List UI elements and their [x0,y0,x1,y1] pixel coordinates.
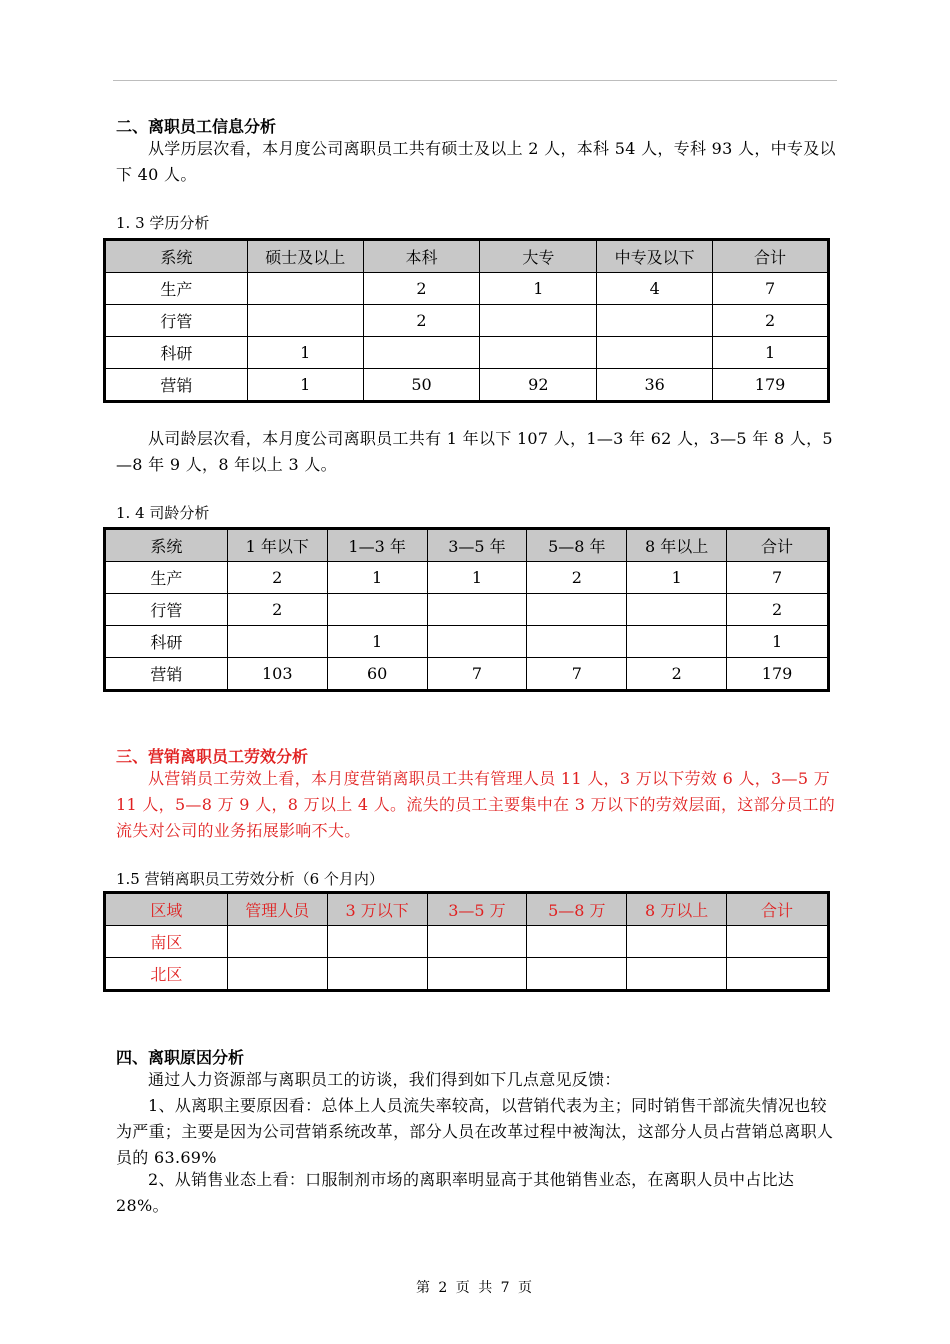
column-header: 硕士及以上 [247,241,363,273]
table-cell [480,337,597,369]
column-header: 3—5 万 [427,894,527,926]
table-cell: 2 [363,305,480,337]
table-cell [527,626,627,658]
reason-1-paragraph: 1、从离职主要原因看：总体上人员流失率较高，以营销代表为主；同时销售干部流失情况也较为严重；主要是因为公司营销系统改革，部分人员在改革过程中被淘汰，这部分人员占营销总离职人员的 63.69% [116,1096,834,1167]
table-cell [327,958,427,990]
page-footer: 第 2 页 共 7 页 [415,1280,535,1296]
row-label: 科研 [106,626,228,658]
table-row [106,594,828,626]
row-label: 营销 [106,369,248,401]
table-row [106,305,828,337]
table-cell [427,626,527,658]
table-row [106,369,828,401]
column-header: 3 万以下 [327,894,427,926]
column-header: 1—3 年 [327,530,427,562]
table-cell: 2 [713,305,828,337]
header-row [106,894,828,926]
table-cell [327,926,427,958]
header-row [106,241,828,273]
column-header: 本科 [363,241,480,273]
table-row [106,926,828,958]
table-cell: 2 [727,594,828,626]
table-cell: 2 [227,562,327,594]
column-header: 大专 [480,241,597,273]
reasons-intro-paragraph: 通过人力资源部与离职员工的访谈，我们得到如下几点意见反馈： [148,1070,621,1089]
table-cell: 2 [363,273,480,305]
column-header: 管理人员 [227,894,327,926]
table-row [106,337,828,369]
table-cell [427,926,527,958]
tenure-paragraph: 从司龄层次看，本月度公司离职员工共有 1 年以下 107 人，1—3 年 62 人，3—5 年 8 人，5—8 年 9 人，8 年以上 3 人。 [116,429,833,474]
education-table [105,240,828,401]
table-cell: 1 [247,369,363,401]
column-header: 1 年以下 [227,530,327,562]
table-cell [247,305,363,337]
table-row [106,658,828,690]
table-row [106,626,828,658]
table-cell: 92 [480,369,597,401]
column-header: 区域 [106,894,228,926]
row-label: 行管 [106,594,228,626]
table-cell: 7 [427,658,527,690]
table-cell [727,958,828,990]
table-cell: 103 [227,658,327,690]
table-cell: 179 [713,369,828,401]
table-cell [227,926,327,958]
table-cell [227,626,327,658]
table-cell: 1 [480,273,597,305]
row-label: 生产 [106,562,228,594]
education-table-caption: 1. 3 学历分析 [116,214,210,232]
table-cell: 1 [247,337,363,369]
row-label: 行管 [106,305,248,337]
table-cell [427,958,527,990]
table-cell: 7 [713,273,828,305]
column-header: 合计 [727,894,828,926]
table-cell: 4 [597,273,713,305]
sales-efficiency-table-caption: 1.5 营销离职员工劳效分析（6 个月内） [116,870,384,888]
table-cell [527,594,627,626]
table-cell [527,926,627,958]
section-3-heading: 三、营销离职员工劳效分析 [116,747,309,766]
tenure-table-caption: 1. 4 司龄分析 [116,504,210,522]
table-cell [247,273,363,305]
table-cell: 7 [527,658,627,690]
section-2-heading: 二、离职员工信息分析 [116,117,277,136]
table-cell [597,337,713,369]
table-cell [363,337,480,369]
table-row [106,958,828,990]
table-cell: 2 [527,562,627,594]
education-paragraph: 从学历层次看，本月度公司离职员工共有硕士及以上 2 人，本科 54 人，专科 93 人，中专及以下 40 人。 [116,139,836,184]
column-header: 合计 [713,241,828,273]
table-cell: 1 [713,337,828,369]
table-cell: 1 [427,562,527,594]
table-cell: 2 [627,658,727,690]
table-cell [627,958,727,990]
table-cell: 36 [597,369,713,401]
table-cell [597,305,713,337]
table-cell [480,305,597,337]
table-cell: 50 [363,369,480,401]
column-header: 8 年以上 [627,530,727,562]
sales-efficiency-paragraph: 从营销员工劳效上看，本月度营销离职员工共有管理人员 11 人，3 万以下劳效 6 人，3—5 万 11 人，5—8 万 9 人，8 万以上 4 人。流失的员工主要集中在 3 万以下的劳效层面，这部分员工的流失对公司的业务拓展影响不大。 [116,769,836,840]
table-cell: 2 [227,594,327,626]
table-cell: 60 [327,658,427,690]
row-label: 科研 [106,337,248,369]
row-label: 南区 [106,926,228,958]
row-label: 营销 [106,658,228,690]
row-label: 北区 [106,958,228,990]
table-cell [527,958,627,990]
table-cell: 1 [627,562,727,594]
table-row [106,562,828,594]
table-cell: 7 [727,562,828,594]
column-header: 5—8 年 [527,530,627,562]
tenure-table [105,529,828,690]
table-cell [727,926,828,958]
table-cell: 1 [327,562,427,594]
table-cell [227,958,327,990]
table-cell [627,626,727,658]
column-header: 5—8 万 [527,894,627,926]
column-header: 合计 [727,530,828,562]
table-cell [627,926,727,958]
table-cell [327,594,427,626]
column-header: 系统 [106,241,248,273]
table-cell [627,594,727,626]
header-row [106,530,828,562]
row-label: 生产 [106,273,248,305]
table-cell: 1 [327,626,427,658]
column-header: 8 万以上 [627,894,727,926]
sales-efficiency-table [105,893,828,990]
table-cell: 1 [727,626,828,658]
section-4-heading: 四、离职原因分析 [116,1048,245,1067]
table-cell [427,594,527,626]
column-header: 系统 [106,530,228,562]
column-header: 中专及以下 [597,241,713,273]
table-row [106,273,828,305]
header-rule [113,80,837,81]
column-header: 3—5 年 [427,530,527,562]
table-cell: 179 [727,658,828,690]
reason-2-paragraph: 2、从销售业态上看：口服制剂市场的离职率明显高于其他销售业态，在离职人员中占比达 28%。 [116,1170,795,1215]
